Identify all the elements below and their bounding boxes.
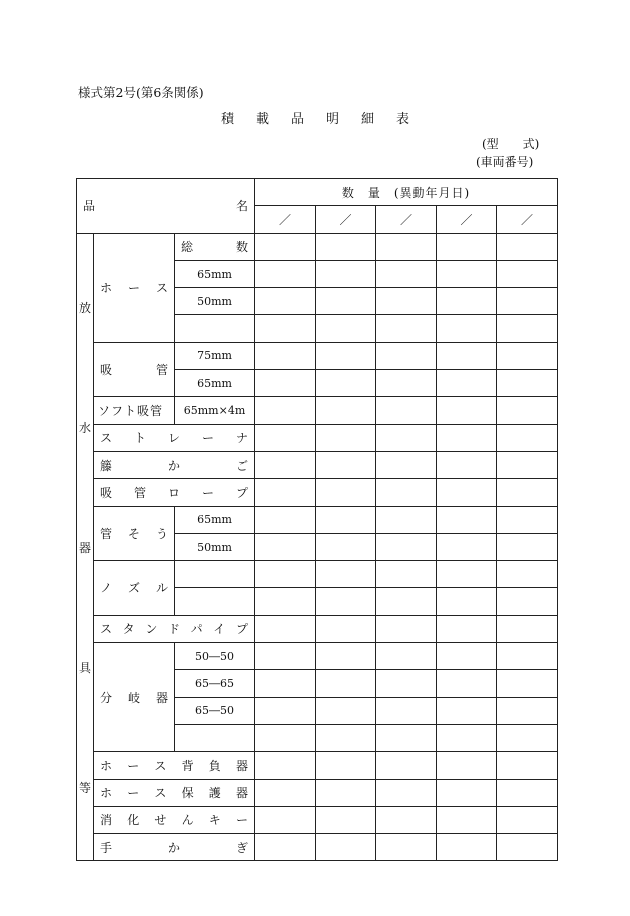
quantity-cell[interactable] (255, 779, 316, 806)
quantity-cell[interactable] (437, 342, 497, 369)
quantity-cell[interactable] (255, 615, 316, 642)
header-row (77, 179, 558, 206)
branch-size-50-50: 50―50 (175, 643, 255, 670)
quantity-cell[interactable] (316, 370, 376, 397)
table-row (77, 643, 558, 670)
quantity-cell[interactable] (316, 451, 376, 478)
quantity-cell[interactable] (376, 561, 437, 588)
quantity-cell[interactable] (255, 370, 316, 397)
hose-total-label: 総 数 (175, 233, 255, 260)
quantity-cell[interactable] (497, 724, 558, 751)
quantity-cell[interactable] (316, 397, 376, 424)
category-char: 器 (78, 540, 91, 555)
pipe-size-65: 65mm (175, 506, 255, 533)
category-char: 水 (78, 420, 91, 435)
quantity-cell[interactable] (316, 643, 376, 670)
item-basket: 籐 か ご (94, 451, 255, 478)
date-slash-cell: ／ (316, 206, 376, 233)
item-name-header (77, 179, 255, 234)
quantity-cell[interactable] (376, 451, 437, 478)
quantity-cell[interactable] (316, 697, 376, 724)
quantity-cell[interactable] (316, 806, 376, 833)
quantity-cell[interactable] (497, 561, 558, 588)
quantity-cell[interactable] (437, 779, 497, 806)
quantity-cell[interactable] (316, 561, 376, 588)
quantity-cell[interactable] (376, 342, 437, 369)
quantity-cell[interactable] (497, 397, 558, 424)
quantity-cell[interactable] (255, 697, 316, 724)
quantity-cell[interactable] (316, 506, 376, 533)
quantity-cell[interactable] (316, 752, 376, 779)
quantity-cell[interactable] (437, 615, 497, 642)
item-standpipe: ス タ ン ド パ イ プ (94, 615, 255, 642)
quantity-cell[interactable] (376, 315, 437, 342)
branch-size-blank[interactable] (175, 724, 255, 751)
item-hose-carrier: ホ ー ス 背 負 器 (94, 752, 255, 779)
quantity-cell[interactable] (316, 315, 376, 342)
table-row (77, 834, 558, 861)
quantity-cell[interactable] (497, 424, 558, 451)
quantity-cell[interactable] (255, 561, 316, 588)
quantity-cell[interactable] (437, 697, 497, 724)
date-slash-cell: ／ (437, 206, 497, 233)
quantity-cell[interactable] (316, 724, 376, 751)
quantity-cell[interactable] (437, 670, 497, 697)
table-row (77, 806, 558, 833)
category-char: 等 (78, 780, 91, 795)
quantity-cell[interactable] (316, 834, 376, 861)
quantity-cell[interactable] (497, 288, 558, 315)
quantity-cell[interactable] (437, 588, 497, 615)
date-slash-cell: ／ (376, 206, 437, 233)
hose-size-65: 65mm (175, 260, 255, 287)
item-suction-pipe: 吸 管 (94, 342, 175, 397)
nozzle-size-blank[interactable] (175, 561, 255, 588)
quantity-cell[interactable] (437, 752, 497, 779)
table-row (77, 397, 558, 424)
item-pipe: 管 そ う (94, 506, 175, 561)
document-title: 積載品明細表 (220, 112, 431, 127)
quantity-cell[interactable] (376, 834, 437, 861)
quantity-cell[interactable] (376, 697, 437, 724)
item-name-header-left: 品 (83, 199, 96, 213)
item-branch: 分 岐 器 (94, 643, 175, 752)
item-hand-hook: 手 か ぎ (94, 834, 255, 861)
quantity-cell[interactable] (497, 670, 558, 697)
quantity-cell[interactable] (255, 643, 316, 670)
quantity-cell[interactable] (437, 834, 497, 861)
item-name-header-right: 名 (236, 199, 249, 213)
table-row (77, 752, 558, 779)
quantity-cell[interactable] (316, 615, 376, 642)
soft-suction-size: 65mm×4m (175, 397, 255, 424)
branch-size-65-50: 65―50 (175, 697, 255, 724)
quantity-cell[interactable] (255, 752, 316, 779)
form-number-label: 様式第2号(第6条関係) (78, 85, 204, 100)
quantity-cell[interactable] (497, 615, 558, 642)
item-soft-suction: ソフト吸管 (94, 397, 175, 424)
quantity-cell[interactable] (437, 506, 497, 533)
table-row (77, 233, 558, 260)
quantity-cell[interactable] (316, 588, 376, 615)
pipe-size-50: 50mm (175, 533, 255, 560)
quantity-cell[interactable] (255, 479, 316, 506)
quantity-cell[interactable] (437, 451, 497, 478)
branch-size-65-65: 65―65 (175, 670, 255, 697)
quantity-cell[interactable] (316, 779, 376, 806)
quantity-cell[interactable] (497, 643, 558, 670)
quantity-cell[interactable] (316, 342, 376, 369)
hose-size-blank[interactable] (175, 315, 255, 342)
table-row (77, 424, 558, 451)
table-row (77, 451, 558, 478)
quantity-cell[interactable] (376, 779, 437, 806)
suction-size-65: 65mm (175, 370, 255, 397)
vehicle-plate-label: (車両番号) (476, 155, 534, 169)
quantity-cell[interactable] (255, 397, 316, 424)
quantity-cell[interactable] (497, 588, 558, 615)
quantity-header: 数 量 (異動年月日) (255, 179, 558, 206)
item-suction-rope: 吸 管 ロ ー プ (94, 479, 255, 506)
quantity-cell[interactable] (376, 670, 437, 697)
quantity-cell[interactable] (316, 479, 376, 506)
quantity-cell[interactable] (376, 752, 437, 779)
quantity-cell[interactable] (255, 288, 316, 315)
quantity-cell[interactable] (437, 288, 497, 315)
quantity-cell[interactable] (376, 643, 437, 670)
quantity-cell[interactable] (437, 643, 497, 670)
quantity-cell[interactable] (316, 424, 376, 451)
quantity-cell[interactable] (255, 670, 316, 697)
hose-size-50: 50mm (175, 288, 255, 315)
table-row (77, 342, 558, 369)
quantity-cell[interactable] (316, 233, 376, 260)
quantity-cell[interactable] (255, 315, 316, 342)
quantity-cell[interactable] (376, 806, 437, 833)
table-row (77, 506, 558, 533)
suction-size-75: 75mm (175, 342, 255, 369)
quantity-cell[interactable] (497, 806, 558, 833)
quantity-cell[interactable] (255, 424, 316, 451)
quantity-cell[interactable] (497, 260, 558, 287)
quantity-cell[interactable] (437, 397, 497, 424)
quantity-cell[interactable] (437, 233, 497, 260)
item-hose-protector: ホ ー ス 保 護 器 (94, 779, 255, 806)
quantity-cell[interactable] (497, 506, 558, 533)
quantity-cell[interactable] (437, 561, 497, 588)
quantity-cell[interactable] (497, 697, 558, 724)
quantity-cell[interactable] (437, 479, 497, 506)
quantity-cell[interactable] (437, 260, 497, 287)
inventory-table (76, 178, 558, 861)
quantity-cell[interactable] (376, 724, 437, 751)
quantity-cell[interactable] (497, 233, 558, 260)
vehicle-type-label: (型 式) (482, 137, 540, 151)
quantity-cell[interactable] (497, 315, 558, 342)
quantity-cell[interactable] (497, 342, 558, 369)
quantity-cell[interactable] (497, 370, 558, 397)
category-label-cell (77, 233, 94, 861)
quantity-cell[interactable] (376, 506, 437, 533)
item-hydrant-key: 消 化 せ ん キ ー (94, 806, 255, 833)
quantity-cell[interactable] (376, 479, 437, 506)
quantity-cell[interactable] (316, 260, 376, 287)
quantity-cell[interactable] (437, 533, 497, 560)
quantity-cell[interactable] (376, 615, 437, 642)
quantity-cell[interactable] (316, 670, 376, 697)
quantity-cell[interactable] (437, 724, 497, 751)
quantity-cell[interactable] (255, 834, 316, 861)
quantity-cell[interactable] (255, 506, 316, 533)
quantity-cell[interactable] (255, 233, 316, 260)
quantity-cell[interactable] (255, 342, 316, 369)
quantity-cell[interactable] (376, 288, 437, 315)
quantity-cell[interactable] (376, 397, 437, 424)
quantity-cell[interactable] (316, 533, 376, 560)
quantity-cell[interactable] (497, 479, 558, 506)
quantity-cell[interactable] (376, 233, 437, 260)
quantity-cell[interactable] (376, 424, 437, 451)
quantity-cell[interactable] (497, 451, 558, 478)
quantity-cell[interactable] (255, 588, 316, 615)
quantity-cell[interactable] (255, 451, 316, 478)
quantity-cell[interactable] (376, 370, 437, 397)
quantity-cell[interactable] (437, 424, 497, 451)
table-row (77, 615, 558, 642)
quantity-cell[interactable] (255, 724, 316, 751)
table-row (77, 479, 558, 506)
table-row (77, 779, 558, 806)
quantity-cell[interactable] (316, 288, 376, 315)
quantity-cell[interactable] (437, 370, 497, 397)
quantity-cell[interactable] (497, 779, 558, 806)
category-char: 放 (78, 300, 91, 315)
quantity-cell[interactable] (497, 533, 558, 560)
quantity-cell[interactable] (497, 834, 558, 861)
quantity-cell[interactable] (437, 806, 497, 833)
quantity-cell[interactable] (376, 533, 437, 560)
date-slash-cell: ／ (255, 206, 316, 233)
quantity-cell[interactable] (437, 315, 497, 342)
quantity-cell[interactable] (376, 588, 437, 615)
quantity-cell[interactable] (497, 752, 558, 779)
quantity-cell[interactable] (255, 533, 316, 560)
item-strainer: ス ト レ ー ナ (94, 424, 255, 451)
item-hose: ホ ー ス (94, 233, 175, 342)
nozzle-size-blank[interactable] (175, 588, 255, 615)
quantity-cell[interactable] (376, 260, 437, 287)
item-nozzle: ノ ズ ル (94, 561, 175, 616)
date-slash-cell: ／ (497, 206, 558, 233)
table-row (77, 561, 558, 588)
category-char: 具 (78, 660, 91, 675)
quantity-cell[interactable] (255, 260, 316, 287)
quantity-cell[interactable] (255, 806, 316, 833)
